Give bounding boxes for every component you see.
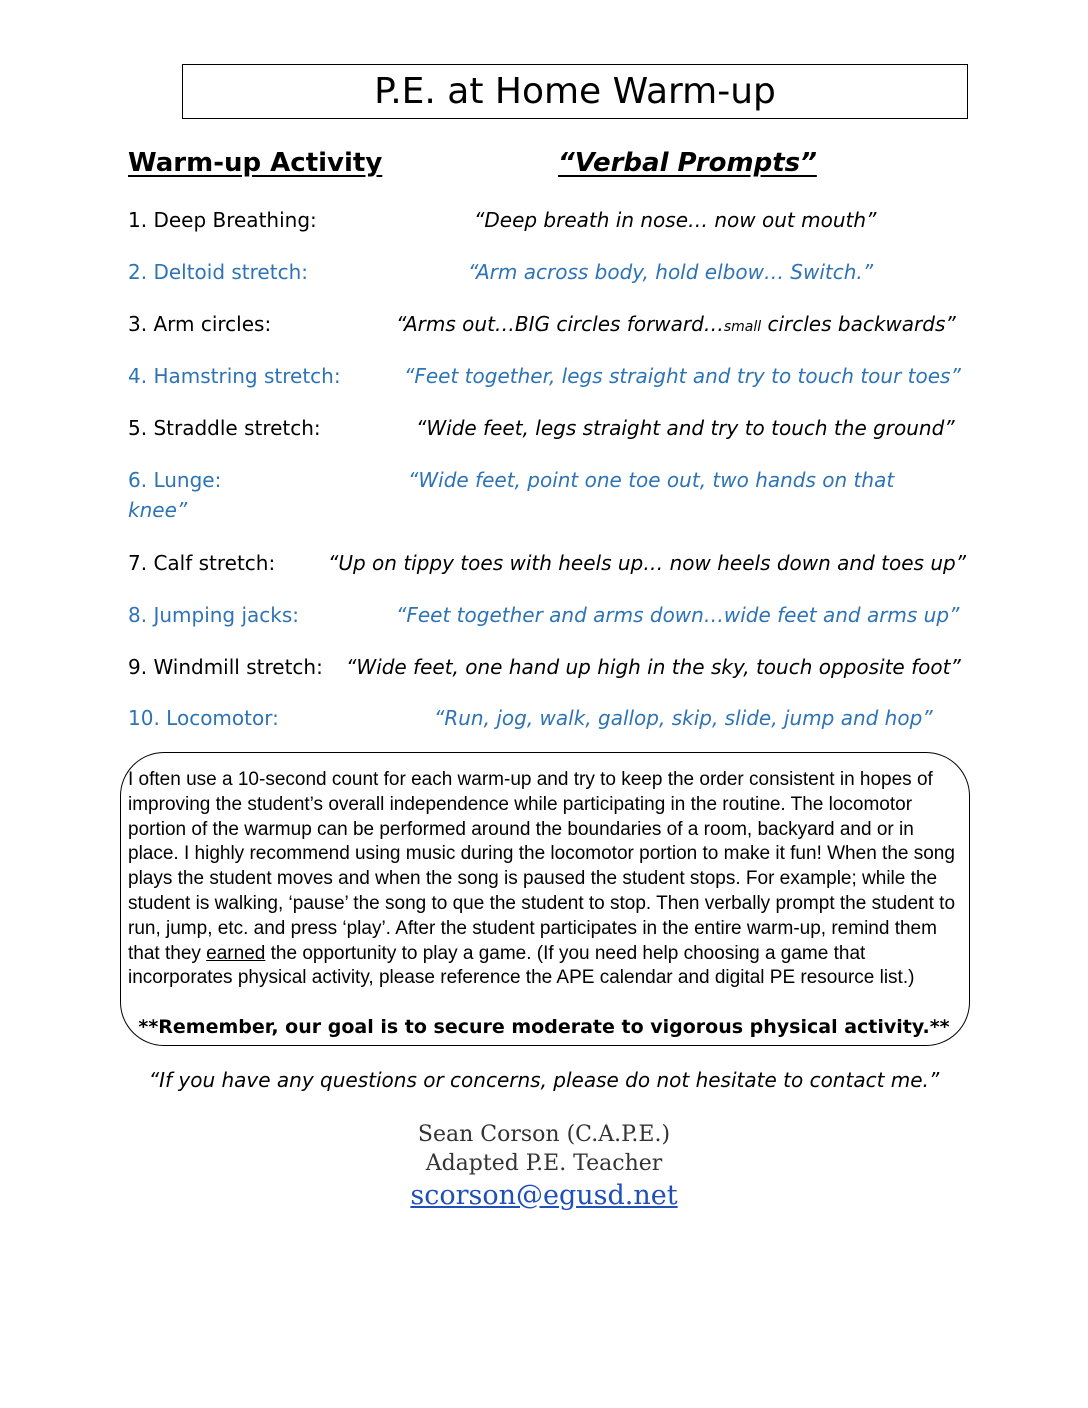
note-text-part-2: the opportunity to play a game. (If you need help choosing a game that incorporates physical activity, please reference the APE calendar and digital PE resource list.) — [128, 942, 915, 989]
activity-column-header: Warm-up Activity — [128, 148, 383, 178]
activity-label: 7. Calf stretch: — [128, 551, 276, 575]
note-underlined-word: earned — [206, 942, 266, 964]
email-link[interactable]: scorson@egusd.net — [410, 1180, 678, 1211]
instructions-note-text — [128, 768, 960, 991]
prompts-column-header: “Verbal Prompts” — [558, 148, 817, 178]
activity-row-9 — [128, 655, 963, 685]
activity-label: 3. Arm circles: — [128, 312, 272, 336]
activity-label: 10. Locomotor: — [128, 706, 279, 730]
verbal-prompt: “Feet together and arms down…wide feet and arms up” — [396, 603, 960, 627]
verbal-prompt-continuation: knee” — [128, 498, 188, 522]
verbal-prompt-part-b: circles backwards” — [761, 312, 956, 336]
activity-label: 9. Windmill stretch: — [128, 655, 323, 679]
activity-label: 8. Jumping jacks: — [128, 603, 300, 627]
verbal-prompt: “Deep breath in nose… now out mouth” — [474, 208, 877, 232]
activity-row-8 — [128, 603, 963, 633]
activity-row-4 — [128, 364, 963, 394]
signature-role: Adapted P.E. Teacher — [425, 1151, 663, 1176]
activity-row-5 — [128, 416, 963, 446]
verbal-prompt: “Wide feet, one hand up high in the sky, touch opposite foot” — [346, 655, 961, 679]
signature-name: Sean Corson (C.A.P.E.) — [417, 1122, 671, 1147]
verbal-prompt: “Wide feet, legs straight and try to touch the ground” — [416, 416, 955, 440]
verbal-prompt — [396, 312, 956, 336]
activity-label: 2. Deltoid stretch: — [128, 260, 308, 284]
activity-row-7 — [128, 551, 967, 581]
activity-label: 1. Deep Breathing: — [128, 208, 317, 232]
verbal-prompt: “Feet together, legs straight and try to touch tour toes” — [404, 364, 961, 388]
verbal-prompt: “Run, jog, walk, gallop, skip, slide, jump and hop” — [434, 706, 933, 730]
contact-invitation: “If you have any questions or concerns, please do not hesitate to contact me.” — [148, 1068, 940, 1092]
page-title: P.E. at Home Warm-up — [182, 64, 968, 119]
verbal-prompt: “Up on tippy toes with heels up… now heels down and toes up” — [328, 551, 967, 575]
activity-row-6 — [128, 468, 963, 498]
verbal-prompt-small: small — [723, 319, 762, 335]
verbal-prompt: “Arm across body, hold elbow… Switch.” — [468, 260, 874, 284]
activity-label: 6. Lunge: — [128, 468, 222, 492]
note-text-part-1: I often use a 10-second count for each warm-up and try to keep the order consistent in hopes of improving the student’s overall independence while participating in the routine. The locomotor portion of the warmup can be performed around the boundaries of a room, backyard and or in place. I highly recommend using music during the locomotor portion to make it fun! When the song plays the student moves and when the song is paused the student stops. For example; while the student is walking, ‘pause’ the song to que the student to stop. Then verbally prompt the student to run, jump, etc. and press ‘play’. After the student participates in the entire warm-up, remind them that they — [128, 769, 956, 964]
activity-label: 4. Hamstring stretch: — [128, 364, 341, 388]
activity-row-2 — [128, 260, 963, 290]
activity-row-1 — [128, 208, 963, 238]
goal-reminder: **Remember, our goal is to secure moderate to vigorous physical activity.** — [138, 1016, 950, 1038]
activity-row-10 — [128, 706, 963, 736]
activity-row-3 — [128, 312, 963, 342]
activity-label: 5. Straddle stretch: — [128, 416, 321, 440]
verbal-prompt: “Wide feet, point one toe out, two hands on that — [408, 468, 895, 492]
verbal-prompt-part-a: “Arms out…BIG circles forward… — [396, 312, 724, 336]
